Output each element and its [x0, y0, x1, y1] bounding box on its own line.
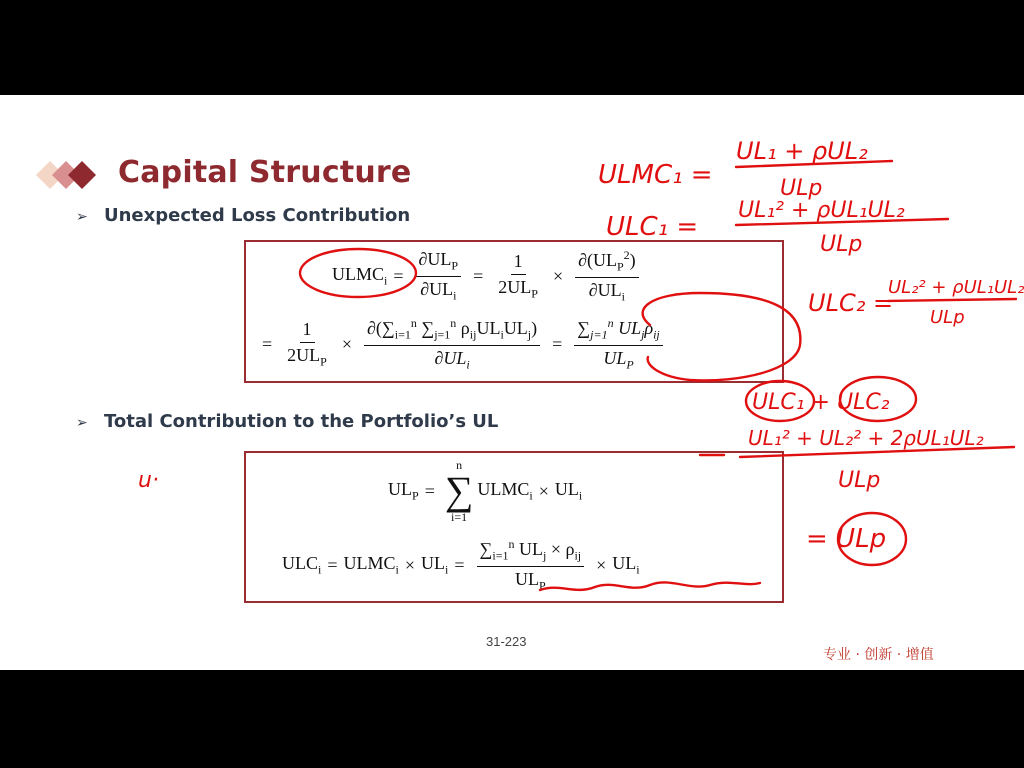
ink-ulc2-lhs: ULC₂ =	[808, 289, 894, 317]
footer-slogan: 专业 · 创新 · 增值	[823, 647, 934, 663]
ink-ulc2-den: ULp	[930, 307, 965, 328]
equation-ulp-sum: $UL_P$ = n ∑ i=1 $ULMC_i$ × $UL_i$	[388, 458, 583, 524]
equation-ulmc-expanded: = $\frac{1}{2UL_P}$ × $\frac{\partial(\sum_{i=1}^n \sum_{j=1}^n \rho_{ij}UL_iUL_j)}{\partial UL_i}$ = $\frac{\sum_{j=1}^n UL_j\rho_{ij}}{UL_P}$	[256, 316, 669, 372]
bullet-total-contribution	[76, 411, 498, 432]
bullet-text: Total Contribution to the Portfolio’s UL	[104, 411, 499, 432]
ink-ulc1-den: ULp	[820, 232, 863, 257]
ink-ulmc1-lhs: ULMC₁ =	[598, 160, 713, 190]
ink-ulc1-lhs: ULC₁ =	[606, 212, 699, 242]
ink-ulmc1-num: UL₁ + ρUL₂	[736, 137, 868, 165]
ink-ulmc1-den: ULp	[780, 176, 823, 201]
ink-margin-mark: u·	[138, 468, 159, 493]
equation-ulmc: $ULMC_i$ = $\frac{\partial UL_P}{\partial UL_i}$ = $\frac{1}{2UL_P}$ × $\frac{\partial(UL_P^2)}{\partial UL_i}$	[332, 248, 645, 304]
bullet-text: Unexpected Loss Contribution	[104, 205, 411, 226]
bullet-unexpected-loss	[76, 205, 410, 226]
equation-ulc: $ULC_i$ = $ULMC_i$ × $UL_i$ = $\frac{\sum_{i=1}^n UL_j \times \rho_{ij}}{UL_P}$ × $UL_i$	[282, 537, 640, 593]
ink-result: = ULp	[806, 524, 887, 554]
page-number: 31-223	[486, 634, 527, 649]
ink-ulc1-num: UL₁² + ρUL₁UL₂	[738, 198, 905, 223]
slide-title: Capital Structure	[118, 155, 412, 190]
formula-box-ulc	[244, 451, 784, 603]
ink-sum-line: ULC₁ + ULC₂	[752, 390, 890, 415]
ink-ulc2-num: UL₂² + ρUL₁UL₂	[888, 277, 1024, 298]
slide	[0, 95, 1024, 670]
logo-diamonds-icon	[34, 159, 104, 191]
bullet-arrow-icon: ➢	[76, 209, 88, 225]
formula-box-ulmc	[244, 240, 784, 383]
ink-sum-den: ULp	[838, 468, 881, 493]
bullet-arrow-icon: ➢	[76, 415, 88, 431]
ink-sum-num: UL₁² + UL₂² + 2ρUL₁UL₂	[748, 426, 984, 450]
